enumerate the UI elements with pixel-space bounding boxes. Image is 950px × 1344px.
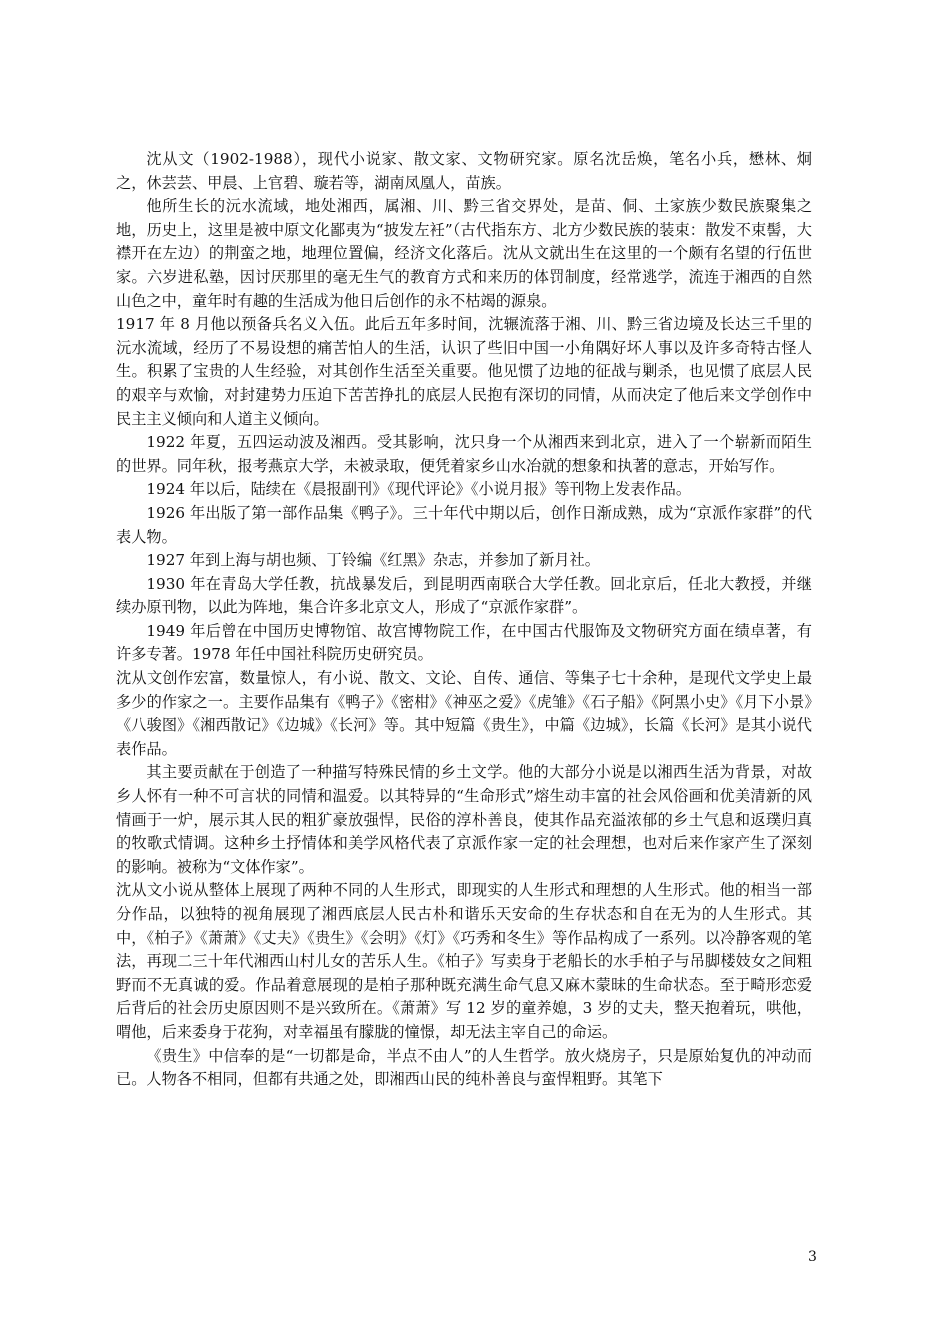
paragraph-contribution: 其主要贡献在于创造了一种描写特殊民情的乡土文学。他的大部分小说是以湘西生活为背景，对故乡人怀有一种不可言状的同情和温爱。以其特异的“生命形式”熔生动丰富的社会风俗画和优美清新的风情画于一炉，展示其人民的粗犷豪放强悍，民俗的淳朴善良，使其作品充溢浓郁的乡土气息和返璞归真的牧歌式情调。这种乡土抒情体和美学风格代表了京派作家一定的社会理想，也对后来作家产生了深刻的影响。被称为“文体作家”。 bbox=[116, 763, 812, 876]
paragraph-hometown: 他所生长的沅水流域，地处湘西，属湘、川、黔三省交界处，是苗、侗、土家族少数民族聚集之地，历史上，这里是被中原文化鄙夷为“披发左衽”（古代指东方、北方少数民族的装束：散发不束髻，大襟开在左边）的荆蛮之地，地理位置偏，经济文化落后。沈从文就出生在这里的一个颇有名望的行伍世家。六岁进私塾，因讨厌那里的毫无生气的教育方式和来历的体罚制度，经常逃学，流连于湘西的自然山色之中，童年时有趣的生活成为他日后创作的永不枯竭的源泉。 bbox=[116, 197, 812, 310]
paragraph-1926: 1926 年出版了第一部作品集《鸭子》。三十年代中期以后，创作日渐成熟，成为“京派作家群”的代表人物。 bbox=[116, 503, 812, 546]
paragraph-intro: 沈从文（1902-1988），现代小说家、散文家、文物研究家。原名沈岳焕，笔名小兵，懋林、炯之，休芸芸、甲晨、上官碧、璇若等，湖南凤凰人，苗族。 bbox=[116, 150, 812, 192]
paragraph-1927: 1927 年到上海与胡也频、丁铃编《红黑》杂志，并参加了新月社。 bbox=[146, 551, 600, 570]
body-text bbox=[116, 148, 812, 1092]
paragraph-1930: 1930 年在青岛大学任教，抗战暴发后，到昆明西南联合大学任教。回北京后，任北大教授，并继续办原刊物，以此为阵地，集合许多北京文人，形成了“京派作家群”。 bbox=[116, 574, 812, 617]
paragraph-guisheng: 《贵生》中信奉的是“一切都是命，半点不由人”的人生哲学。放火烧房子，只是原始复仇的冲动而已。人物各不相同，但都有共通之处，即湘西山民的纯朴善良与蛮悍粗野。其笔下 bbox=[116, 1046, 812, 1089]
paragraph-1949: 1949 年后曾在中国历史博物馆、故宫博物院工作，在中国古代服饰及文物研究方面在绩卓著，有许多专著。1978 年任中国社科院历史研究员。 bbox=[116, 621, 812, 664]
page-number: 3 bbox=[808, 1249, 817, 1265]
paragraph-life-forms: 沈从文小说从整体上展现了两种不同的人生形式，即现实的人生形式和理想的人生形式。他的相当一部分作品，以独特的视角展现了湘西底层人民古朴和谐乐天安命的生存状态和自在无为的人生形式。其中，《柏子》《萧萧》《丈夫》《贵生》《会明》《灯》《巧秀和冬生》等作品构成了一系列。以冷静客观的笔法，再现二三十年代湘西山村儿女的苦乐人生。《柏子》写卖身于老船长的水手柏子与吊脚楼妓女之间粗野而不无真诚的爱。作品着意展现的是柏子那种既充满生命气息又麻木蒙昧的生命状态。至于畸形恋爱后背后的社会历史原因则不是兴致所在。《萧萧》写 12 岁的童养媳，3 岁的丈夫，整天抱着玩，哄他，喟他，后来委身于花狗，对幸福虽有朦胧的憧憬，却无法主宰自己的命运。 bbox=[116, 881, 812, 1041]
paragraph-works: 沈从文创作宏富，数量惊人，有小说、散文、文论、自传、通信、等集子七十余种，是现代文学史上最多少的作家之一。主要作品集有《鸭子》《密柑》《神巫之爱》《虎雏》《石子船》《阿黑小史》《月下小景》《八骏图》《湘西散记》《边城》《长河》等。其中短篇《贵生》，中篇《边城》，长篇《长河》是其小说代表作品。 bbox=[116, 669, 812, 758]
paragraph-1924: 1924 年以后，陆续在《晨报副刊》《现代评论》《小说月报》等刊物上发表作品。 bbox=[146, 480, 692, 499]
paragraph-1917: 1917 年 8 月他以预备兵名义入伍。此后五年多时间，沈辗流落于湘、川、黔三省边境及长达三千里的沅水流域，经历了不易设想的痛苦怕人的生活，认识了些旧中国一小角隅好坏人事以及许多奇特古怪人生。积累了宝贵的人生经验，对其创作生活至关重要。他见惯了边地的征战与剿杀，也见惯了底层人民的艰辛与欢愉，对封建势力压迫下苦苦挣扎的底层人民抱有深切的同情，从而决定了他后来文学创作中民主主义倾向和人道主义倾向。 bbox=[116, 315, 812, 428]
paragraph-1922: 1922 年夏，五四运动波及湘西。受其影响，沈只身一个从湘西来到北京，进入了一个崭新而陌生的世界。同年秋，报考燕京大学，未被录取，便凭着家乡山水冶就的想象和执著的意志，开始写作。 bbox=[116, 433, 812, 475]
